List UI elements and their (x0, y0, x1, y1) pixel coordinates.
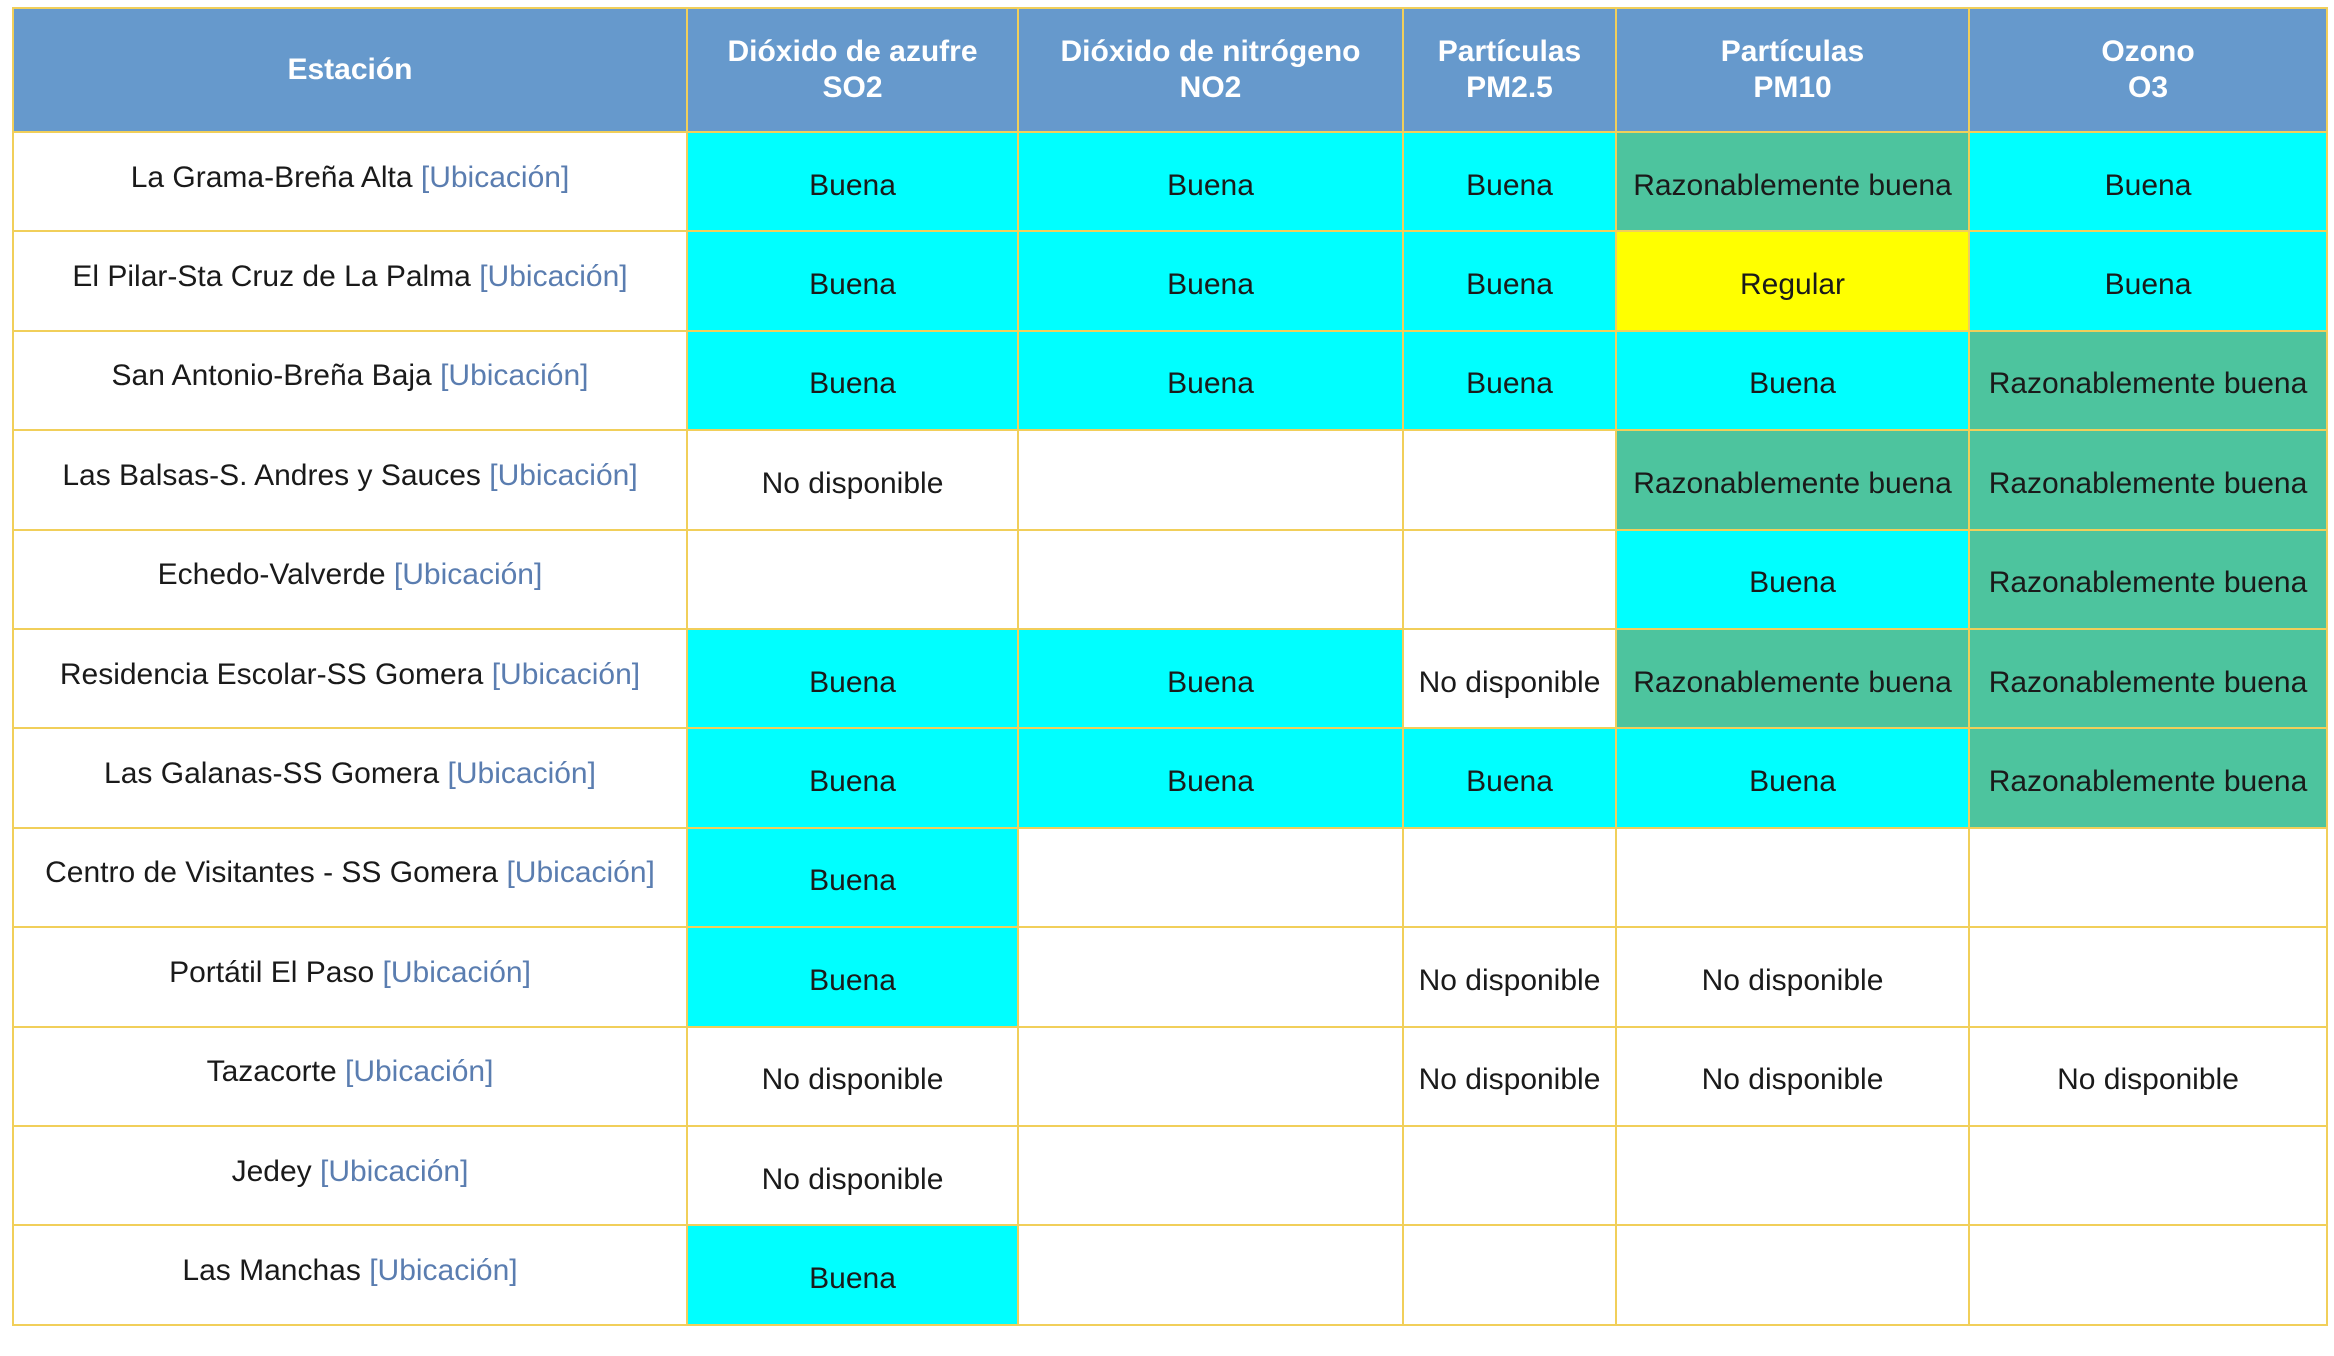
header-pm25-name: Partículas (1437, 35, 1582, 68)
quality-cell-o3: Buena (1969, 132, 2327, 231)
quality-cell-pm10: Buena (1616, 331, 1969, 430)
quality-cell-pm25: Buena (1403, 132, 1616, 231)
station-cell (13, 728, 687, 827)
header-o3 (1969, 8, 2327, 132)
station-cell (13, 1126, 687, 1225)
quality-cell-pm10 (1616, 828, 1969, 927)
quality-cell-o3 (1969, 1126, 2327, 1225)
location-link[interactable]: [Ubicación] (440, 359, 589, 393)
quality-cell-o3: No disponible (1969, 1027, 2327, 1126)
station-name: Centro de Visitantes - SS Gomera (45, 856, 499, 890)
quality-cell-so2 (687, 530, 1018, 629)
quality-cell-pm10: No disponible (1616, 1027, 1969, 1126)
quality-cell-no2: Buena (1018, 331, 1403, 430)
quality-cell-no2 (1018, 430, 1403, 529)
table-row (13, 927, 2327, 1026)
quality-cell-pm25: Buena (1403, 231, 1616, 330)
station-name: Las Manchas (182, 1253, 361, 1287)
location-link[interactable]: [Ubicación] (420, 160, 570, 194)
quality-cell-pm10: Buena (1616, 728, 1969, 827)
station-cell (13, 430, 687, 529)
quality-cell-pm25 (1403, 1126, 1616, 1225)
header-station-label: Estación (287, 53, 413, 86)
station-name: Portátil El Paso (169, 955, 375, 989)
station-name: Echedo-Valverde (157, 558, 386, 592)
quality-cell-no2: Buena (1018, 728, 1403, 827)
quality-cell-so2: Buena (687, 331, 1018, 430)
table-row (13, 828, 2327, 927)
quality-cell-no2 (1018, 927, 1403, 1026)
air-quality-table (12, 7, 2328, 1326)
table-row (13, 629, 2327, 728)
quality-cell-pm10: Razonablemente buena (1616, 430, 1969, 529)
quality-cell-o3 (1969, 828, 2327, 927)
quality-cell-no2 (1018, 1027, 1403, 1126)
quality-cell-pm10: Buena (1616, 530, 1969, 629)
location-link[interactable]: [Ubicación] (489, 458, 638, 492)
table-row (13, 1126, 2327, 1225)
header-o3-code: O3 (2127, 71, 2169, 104)
quality-cell-pm25: Buena (1403, 331, 1616, 430)
location-link[interactable]: [Ubicación] (382, 955, 531, 989)
quality-cell-o3: Razonablemente buena (1969, 629, 2327, 728)
station-cell (13, 1225, 687, 1324)
header-so2-name: Dióxido de azufre (727, 35, 978, 68)
quality-cell-o3 (1969, 927, 2327, 1026)
header-so2-code: SO2 (822, 71, 883, 104)
table-row (13, 430, 2327, 529)
header-o3-name: Ozono (2101, 35, 2195, 68)
table-row (13, 728, 2327, 827)
quality-cell-no2 (1018, 828, 1403, 927)
table-row (13, 1225, 2327, 1324)
quality-cell-pm10: No disponible (1616, 927, 1969, 1026)
station-cell (13, 629, 687, 728)
quality-cell-pm25: No disponible (1403, 629, 1616, 728)
quality-cell-pm10 (1616, 1126, 1969, 1225)
quality-cell-o3: Razonablemente buena (1969, 530, 2327, 629)
station-cell (13, 331, 687, 430)
station-cell (13, 132, 687, 231)
quality-cell-no2: Buena (1018, 231, 1403, 330)
location-link[interactable]: [Ubicación] (393, 558, 543, 592)
table-row (13, 1027, 2327, 1126)
quality-cell-no2: Buena (1018, 629, 1403, 728)
station-cell (13, 231, 687, 330)
location-link[interactable]: [Ubicación] (479, 260, 628, 294)
station-name: Tazacorte (206, 1055, 337, 1089)
header-no2-code: NO2 (1179, 71, 1242, 104)
header-station (13, 8, 687, 132)
station-name: Residencia Escolar-SS Gomera (59, 657, 484, 691)
location-link[interactable]: [Ubicación] (369, 1253, 518, 1287)
quality-cell-no2 (1018, 1225, 1403, 1324)
quality-cell-pm10: Razonablemente buena (1616, 629, 1969, 728)
station-name: El Pilar-Sta Cruz de La Palma (72, 260, 471, 294)
quality-cell-so2: Buena (687, 231, 1018, 330)
quality-cell-so2: Buena (687, 132, 1018, 231)
quality-cell-o3: Buena (1969, 231, 2327, 330)
station-cell (13, 828, 687, 927)
location-link[interactable]: [Ubicación] (320, 1154, 469, 1188)
location-link[interactable]: [Ubicación] (491, 657, 641, 691)
quality-cell-pm25: Buena (1403, 728, 1616, 827)
quality-cell-o3 (1969, 1225, 2327, 1324)
header-pm25-code: PM2.5 (1466, 71, 1553, 104)
table-row (13, 132, 2327, 231)
quality-cell-no2: Buena (1018, 132, 1403, 231)
quality-cell-so2: Buena (687, 629, 1018, 728)
quality-cell-pm25 (1403, 828, 1616, 927)
station-name: San Antonio-Breña Baja (111, 359, 432, 393)
header-no2-name: Dióxido de nitrógeno (1060, 35, 1361, 68)
table-body (13, 132, 2327, 1325)
station-name: La Grama-Breña Alta (130, 160, 413, 194)
header-pm10-name: Partículas (1720, 35, 1865, 68)
location-link[interactable]: [Ubicación] (506, 856, 655, 890)
quality-cell-no2 (1018, 530, 1403, 629)
quality-cell-pm25: No disponible (1403, 1027, 1616, 1126)
table-row (13, 530, 2327, 629)
quality-cell-so2: Buena (687, 828, 1018, 927)
header-pm10-code: PM10 (1753, 71, 1832, 104)
station-cell (13, 530, 687, 629)
quality-cell-pm10: Regular (1616, 231, 1969, 330)
station-name: Las Galanas-SS Gomera (104, 757, 440, 791)
quality-cell-o3: Razonablemente buena (1969, 331, 2327, 430)
station-cell (13, 1027, 687, 1126)
quality-cell-pm25 (1403, 530, 1616, 629)
quality-cell-pm10: Razonablemente buena (1616, 132, 1969, 231)
quality-cell-so2: No disponible (687, 430, 1018, 529)
quality-cell-pm25 (1403, 1225, 1616, 1324)
table-row (13, 331, 2327, 430)
quality-cell-o3: Razonablemente buena (1969, 430, 2327, 529)
quality-cell-pm25 (1403, 430, 1616, 529)
header-pm25 (1403, 8, 1616, 132)
station-name: Las Balsas-S. Andres y Sauces (62, 458, 481, 492)
quality-cell-o3: Razonablemente buena (1969, 728, 2327, 827)
quality-cell-pm10 (1616, 1225, 1969, 1324)
location-link[interactable]: [Ubicación] (345, 1055, 494, 1089)
quality-cell-so2: No disponible (687, 1027, 1018, 1126)
quality-cell-so2: No disponible (687, 1126, 1018, 1225)
quality-cell-so2: Buena (687, 728, 1018, 827)
table-row (13, 231, 2327, 330)
quality-cell-pm25: No disponible (1403, 927, 1616, 1026)
quality-cell-so2: Buena (687, 927, 1018, 1026)
header-no2 (1018, 8, 1403, 132)
header-pm10 (1616, 8, 1969, 132)
quality-cell-no2 (1018, 1126, 1403, 1225)
header-row (13, 8, 2327, 132)
location-link[interactable]: [Ubicación] (447, 757, 596, 791)
header-so2 (687, 8, 1018, 132)
quality-cell-so2: Buena (687, 1225, 1018, 1324)
station-cell (13, 927, 687, 1026)
station-name: Jedey (231, 1154, 312, 1188)
